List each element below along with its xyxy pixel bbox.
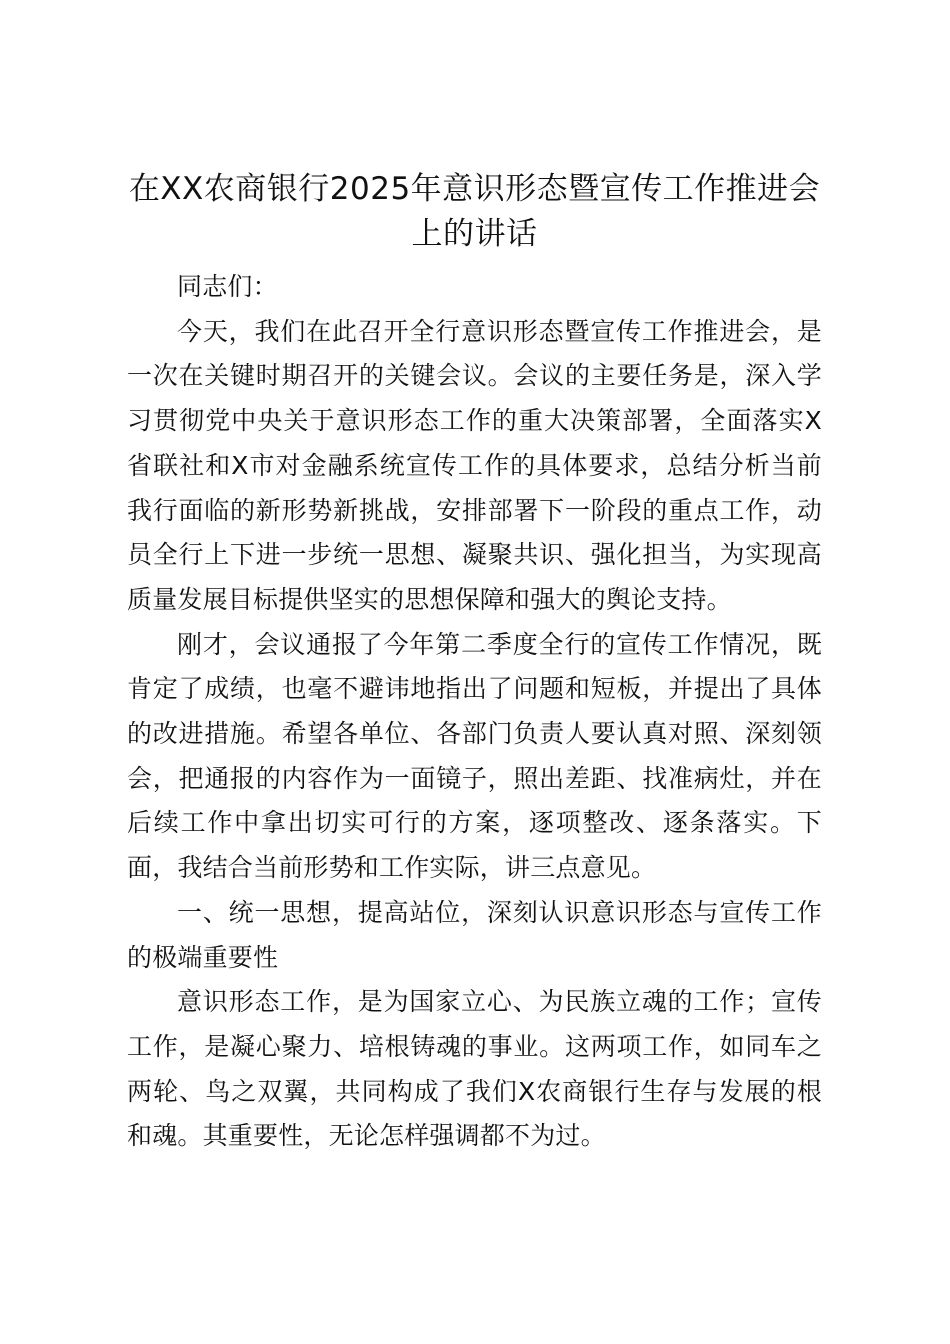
- document-body: [127, 265, 822, 1159]
- paragraph-report: 刚才，会议通报了今年第二季度全行的宣传工作情况，既肯定了成绩，也毫不避讳地指出了问题和短板，并提出了具体的改进措施。希望各单位、各部门负责人要认真对照、深刻领会，把通报的内容作为一面镜子，照出差距、找准病灶，并在后续工作中拿出切实可行的方案，逐项整改、逐条落实。下面，我结合当前形势和工作实际，讲三点意见。: [127, 629, 822, 883]
- section-paragraph-one: 意识形态工作，是为国家立心、为民族立魂的工作；宣传工作，是凝心聚力、培根铸魂的事业。这两项工作，如同车之两轮、鸟之双翼，共同构成了我们X农商银行生存与发展的根和魂。其重要性，无论怎样强调都不为过。: [127, 987, 822, 1151]
- paragraph-opening: 今天，我们在此召开全行意识形态暨宣传工作推进会，是一次在关键时期召开的关键会议。会议的主要任务是，深入学习贯彻党中央关于意识形态工作的重大决策部署，全面落实X省联社和X市对金融系统宣传工作的具体要求，总结分析当前我行面临的新形势新挑战，安排部署下一阶段的重点工作，动员全行上下进一步统一思想、凝聚共识、强化担当，为实现高质量发展目标提供坚实的思想保障和强大的舆论支持。: [127, 316, 822, 614]
- speech-document: [127, 167, 822, 1159]
- section-heading-one: 一、统一思想，提高站位，深刻认识意识形态与宣传工作的极端重要性: [127, 897, 822, 972]
- salutation: 同志们：: [177, 272, 278, 301]
- document-title: 在XX农商银行2025年意识形态暨宣传工作推进会上的讲话: [128, 171, 821, 252]
